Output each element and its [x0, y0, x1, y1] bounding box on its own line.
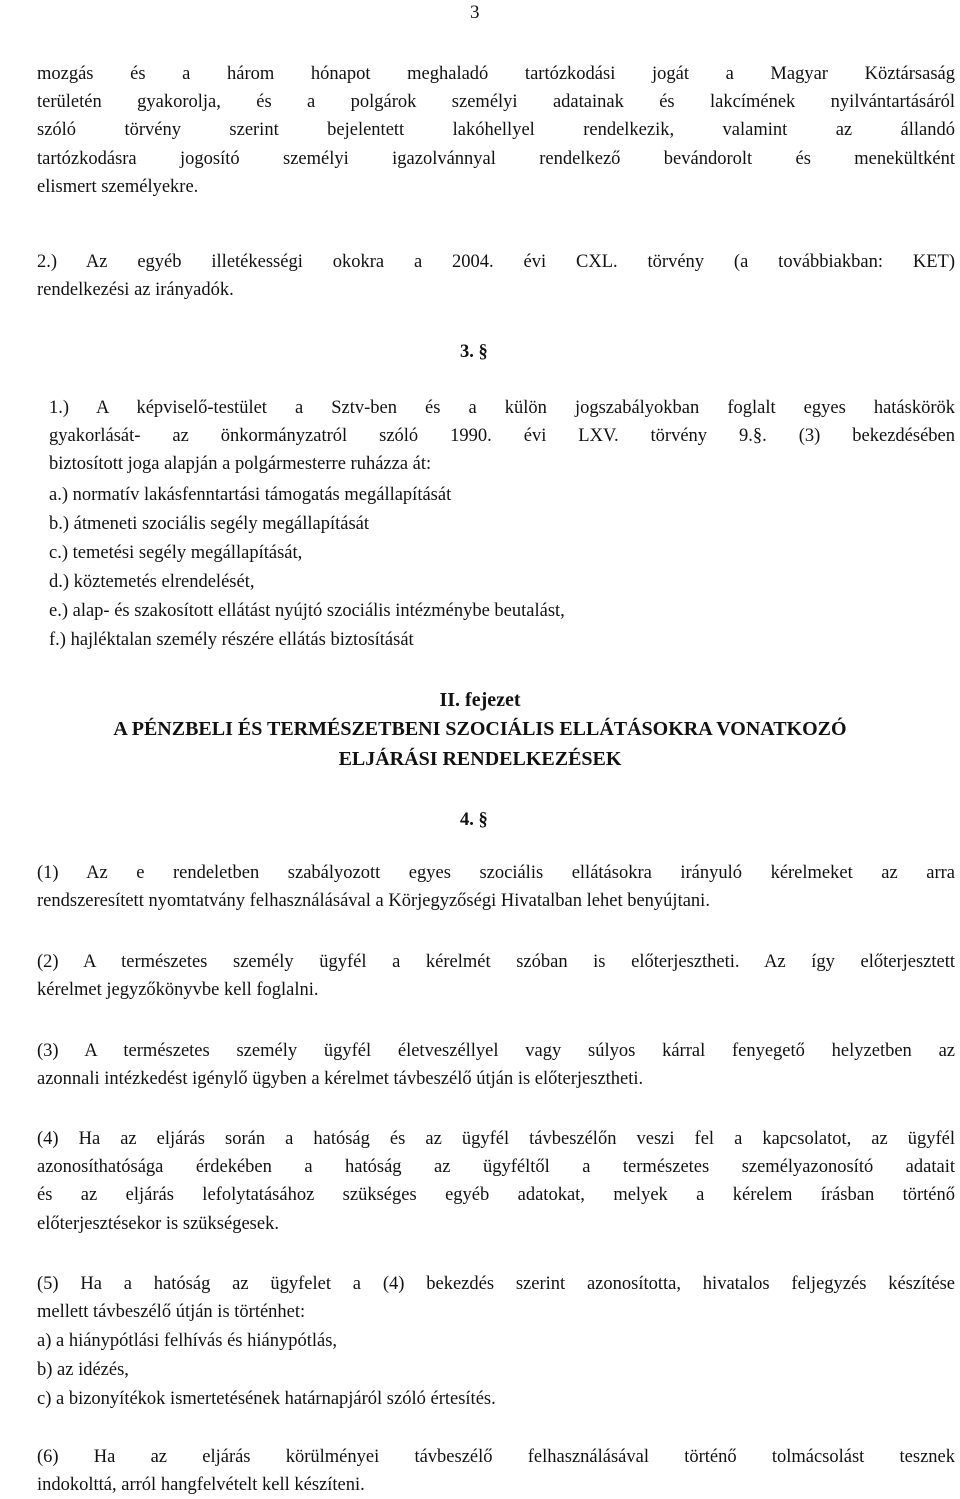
- section-3-heading: 3. §: [460, 342, 488, 362]
- intro-paragraph: [37, 60, 955, 201]
- list-item: d.) köztemetés elrendelését,: [49, 572, 255, 592]
- text-line: (5) Ha a hatóság az ügyfelet a (4) bekezdés szerint azonosította, hivatalos feljegyzés készítése: [37, 1274, 955, 1294]
- text-line: (6) Ha az eljárás körülményei távbeszélő felhasználásával történő tolmácsolást tesznek: [37, 1447, 955, 1467]
- section-4-paragraph-6: [37, 1443, 955, 1499]
- text-line: elismert személyekre.: [37, 176, 199, 197]
- text-line: tartózkodásra jogosító személyi igazolvánnyal rendelkező bevándorolt és menekültként: [37, 148, 955, 169]
- paragraph-2: [37, 248, 955, 304]
- text-line: (1) Az e rendeletben szabályozott egyes szociális ellátásokra irányuló kérelmeket az arra: [37, 863, 955, 883]
- list-item: c.) temetési segély megállapítását,: [49, 543, 303, 563]
- section-4-heading: 4. §: [460, 810, 488, 830]
- section-4-paragraph-5: [37, 1270, 955, 1326]
- section-4-paragraph-1: [37, 859, 955, 915]
- chapter-title-line-1: A PÉNZBELI ÉS TERMÉSZETBENI SZOCIÁLIS ELLÁTÁSOKRA VONATKOZÓ: [113, 718, 847, 740]
- text-line: azonnali intézkedést igénylő ügyben a kérelmet távbeszélő útján is előterjesztheti.: [37, 1069, 644, 1090]
- text-line: rendelkezési az irányadók.: [37, 280, 234, 301]
- list-item: a) a hiánypótlási felhívás és hiánypótlás,: [37, 1331, 338, 1351]
- list-item: a.) normatív lakásfenntartási támogatás megállapítását: [49, 485, 452, 505]
- text-line: azonosíthatósága érdekében a hatóság az ügyféltől a természetes személyazonosító adatait: [37, 1157, 955, 1178]
- chapter-number: II. fejezet: [439, 689, 521, 711]
- text-line: (2) A természetes személy ügyfél a kérelmét szóban is előterjesztheti. Az így előterjesztett: [37, 952, 955, 972]
- section-4-paragraph-3: [37, 1037, 955, 1093]
- text-line: előterjesztésekor is szükségesek.: [37, 1213, 279, 1234]
- text-line: 2.) Az egyéb illetékességi okokra a 2004. évi CXL. törvény (a továbbiakban: KET): [37, 252, 955, 272]
- section-4-paragraph-2: [37, 948, 955, 1004]
- list-item: e.) alap- és szakosított ellátást nyújtó szociális intézménybe beutalást,: [49, 601, 565, 621]
- text-line: rendszeresített nyomtatvány felhasználásával a Körjegyzőségi Hivatalban lehet benyújtani.: [37, 891, 710, 912]
- text-line: (4) Ha az eljárás során a hatóság és az ügyfél távbeszélőn veszi fel a kapcsolatot, az ügyfél: [37, 1129, 955, 1149]
- list-item: b) az idézés,: [37, 1360, 129, 1380]
- text-line: mozgás és a három hónapot meghaladó tartózkodási jogát a Magyar Köztársaság: [37, 64, 955, 84]
- list-item: b.) átmeneti szociális segély megállapítását: [49, 514, 370, 534]
- text-line: és az eljárás lefolytatásához szükséges egyéb adatokat, melyek a kérelem írásban történő: [37, 1185, 955, 1206]
- text-line: mellett távbeszélő útján is történhet:: [37, 1302, 306, 1323]
- text-line: (3) A természetes személy ügyfél életveszéllyel vagy súlyos kárral fenyegető helyzetben az: [37, 1041, 955, 1061]
- text-line: 1.) A képviselő-testület a Sztv-ben és a külön jogszabályokban foglalt egyes hatáskörök: [49, 398, 955, 418]
- text-line: kérelmet jegyzőkönyvbe kell foglalni.: [37, 980, 319, 1001]
- section-4-paragraph-4: [37, 1125, 955, 1238]
- text-line: szóló törvény szerint bejelentett lakóhellyel rendelkezik, valamint az állandó: [37, 120, 955, 141]
- text-line: gyakorlását- az önkormányzatról szóló 1990. évi LXV. törvény 9.§. (3) bekezdésében: [49, 426, 955, 447]
- text-line: területén gyakorolja, és a polgárok személyi adatainak és lakcímének nyilvántartásáról: [37, 92, 955, 113]
- text-line: indokolttá, arról hangfelvételt kell készíteni.: [37, 1475, 365, 1496]
- chapter-title-line-2: ELJÁRÁSI RENDELKEZÉSEK: [338, 748, 622, 770]
- page-number: 3: [470, 2, 480, 23]
- text-line: biztosított joga alapján a polgármesterre ruházza át:: [49, 454, 432, 475]
- list-item: c) a bizonyítékok ismertetésének határnapjáról szóló értesítés.: [37, 1389, 496, 1409]
- list-item: f.) hajléktalan személy részére ellátás biztosítását: [49, 630, 414, 650]
- section-3-paragraph-1: [49, 394, 955, 479]
